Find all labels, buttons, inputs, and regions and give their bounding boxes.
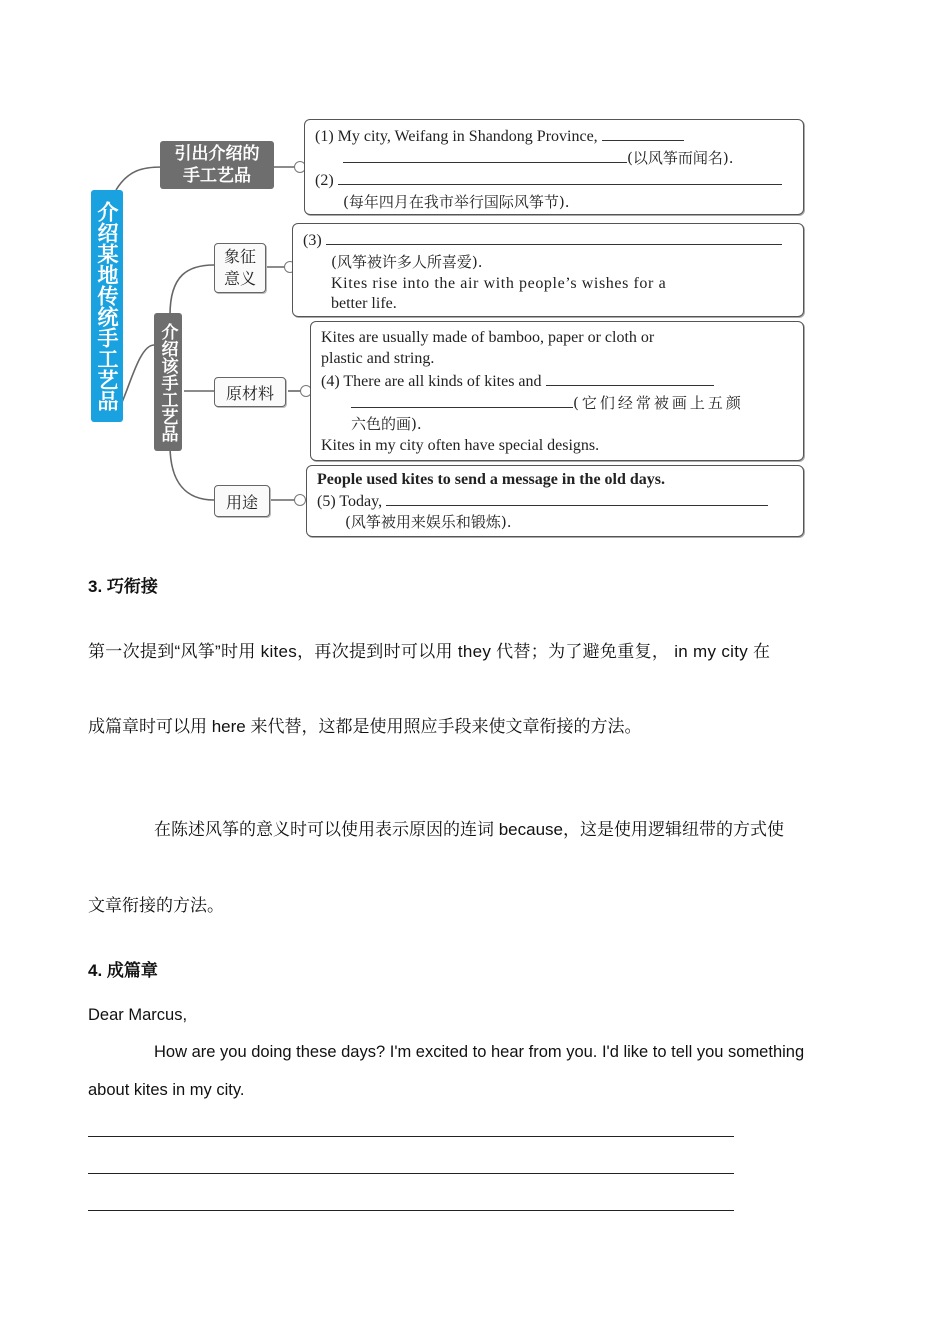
box4-line3: (风筝被用来娱乐和锻炼).: [345, 513, 512, 531]
answer-blank[interactable]: [546, 371, 714, 386]
box1-line1: (1) My city, Weifang in Shandong Province,: [315, 128, 598, 145]
intro-branch-label-line2: 手工艺品: [183, 166, 251, 186]
intro-branch-label: [160, 141, 274, 189]
section3-para1-line2: 成篇章时可以用 here 来代替，这都是使用照应手段来使文章衔接的方法。: [88, 717, 642, 736]
main-branch-label: 介绍该手工艺品: [154, 313, 182, 451]
connector-dot: [294, 494, 306, 506]
box3-line4: (它们经常被画上五颜: [573, 394, 744, 412]
answer-blank[interactable]: [351, 393, 573, 408]
box4-line1: People used kites to send a message in the old days.: [317, 471, 666, 488]
box-intro: [304, 119, 804, 215]
tag-material: 原材料: [214, 377, 286, 407]
letter-body-line1: How are you doing these days? I'm excited to hear from you. I'd like to tell you something: [154, 1043, 805, 1061]
box3-line1: Kites are usually made of bamboo, paper or cloth or: [321, 329, 655, 346]
mindmap-root-label: 介绍某地传统手工艺品: [91, 190, 123, 422]
box1-line4: (每年四月在我市举行国际风筝节).: [343, 193, 570, 211]
box1-line3: (2): [315, 172, 334, 189]
box2-line1: (3): [303, 232, 322, 249]
answer-blank[interactable]: [338, 170, 782, 185]
box-material: [310, 321, 804, 461]
box3-line2: plastic and string.: [321, 350, 435, 367]
answer-blank[interactable]: [343, 148, 627, 163]
writing-line[interactable]: [88, 1173, 734, 1174]
box-use: [306, 465, 804, 537]
box2-line2: (风筝被许多人所喜爱).: [331, 253, 483, 271]
box3-line3: (4) There are all kinds of kites and: [321, 373, 542, 390]
intro-branch-label-line1: 引出介绍的: [174, 144, 260, 164]
answer-blank[interactable]: [602, 126, 684, 141]
box3-line6: Kites in my city often have special designs.: [321, 437, 600, 454]
box3-line5: 六色的画).: [351, 415, 422, 433]
tag-symbol-line1: 象征: [223, 247, 256, 266]
box1-line2: (以风筝而闻名).: [627, 149, 734, 167]
answer-blank[interactable]: [326, 230, 782, 245]
letter-salutation: Dear Marcus,: [88, 1006, 188, 1024]
letter-body-line2: about kites in my city.: [88, 1081, 245, 1099]
tag-use: 用途: [214, 485, 270, 517]
tag-symbol-meaning: [214, 243, 266, 293]
box-symbol: [292, 223, 804, 317]
writing-line[interactable]: [88, 1210, 734, 1211]
writing-line[interactable]: [88, 1136, 734, 1137]
box4-line2: (5) Today,: [317, 493, 383, 510]
section3-para2-line2: 文章衔接的方法。: [88, 896, 224, 915]
answer-blank[interactable]: [386, 491, 768, 506]
section3-para2-line1: 在陈述风筝的意义时可以使用表示原因的连词 because，这是使用逻辑纽带的方式使: [154, 820, 784, 839]
tag-symbol-line2: 意义: [223, 269, 256, 288]
box2-line3: Kites rise into the air with people’s wishes for a: [331, 275, 667, 292]
section4-heading: 4. 成篇章: [88, 961, 158, 980]
section3-para1-line1: 第一次提到“风筝”时用 kites，再次提到时可以用 they 代替；为了避免重复， in my city 在: [88, 642, 771, 661]
section3-heading: 3. 巧衔接: [88, 577, 158, 596]
box2-line4: better life.: [331, 295, 397, 312]
mind-map: [88, 115, 808, 540]
